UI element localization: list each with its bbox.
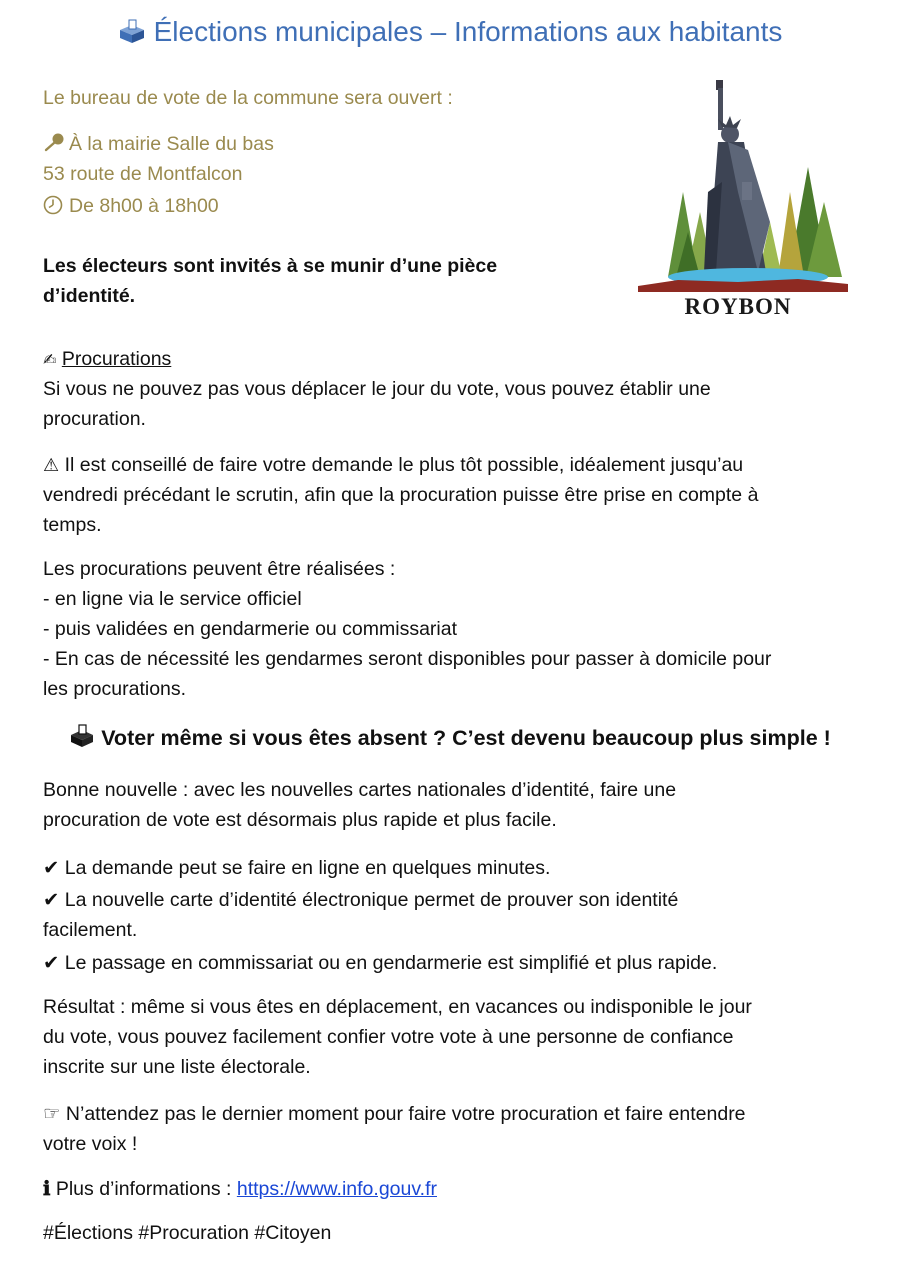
logo-text: ROYBON bbox=[684, 294, 792, 319]
procurations-p3-intro: Les procurations peuvent être réalisées : bbox=[43, 558, 396, 580]
location-place bbox=[43, 129, 274, 161]
hashtags: #Élections #Procuration #Citoyen bbox=[43, 1222, 332, 1244]
list-item: - En cas de nécessité les gendarmes seront disponibles pour passer à domicile pour bbox=[43, 648, 772, 670]
procurations-heading-text: Procurations bbox=[61, 348, 172, 370]
section2-heading-text: Voter même si vous êtes absent ? C’est devenu beaucoup plus simple ! bbox=[101, 726, 831, 750]
page-title bbox=[0, 16, 900, 51]
check-icon: ✔ bbox=[43, 952, 60, 974]
title-text: Élections municipales – Informations aux habitants bbox=[153, 16, 783, 47]
check-icon: ✔ bbox=[43, 857, 60, 879]
check-item-2-line2: facilement. bbox=[43, 919, 138, 941]
info-link[interactable]: https://www.info.gouv.fr bbox=[236, 1178, 437, 1200]
result-line2: du vote, vous pouvez facilement confier votre vote à une personne de confiance bbox=[43, 1026, 734, 1048]
check-item-3 bbox=[43, 948, 717, 978]
procurations-p1-line2: procuration. bbox=[43, 408, 146, 430]
procurations-heading bbox=[43, 344, 171, 375]
check-item-1-text: La demande peut se faire en ligne en quelques minutes. bbox=[64, 857, 551, 879]
procurations-p2-line2: vendredi précédant le scrutin, afin que la procuration puisse être prise en compte à bbox=[43, 484, 759, 506]
cta-line1 bbox=[43, 1099, 746, 1129]
check-item-3-text: Le passage en commissariat ou en gendarmerie est simplifié et plus rapide. bbox=[64, 952, 718, 974]
section2-p1-line2: procuration de vote est désormais plus rapide et plus facile. bbox=[43, 809, 557, 831]
section2-heading bbox=[0, 722, 900, 757]
ballot-box-icon bbox=[69, 724, 95, 757]
ballot-box-icon bbox=[118, 18, 146, 51]
location-place-text: À la mairie Salle du bas bbox=[69, 133, 274, 155]
warning-icon: ⚠ bbox=[43, 455, 60, 476]
id-notice-line1: Les électeurs sont invités à se munir d’une pièce bbox=[43, 255, 498, 277]
roybon-logo bbox=[638, 72, 848, 330]
procurations-p2-line3: temps. bbox=[43, 514, 102, 536]
intro-text: Le bureau de vote de la commune sera ouvert : bbox=[43, 87, 453, 109]
statue-of-liberty-illustration bbox=[638, 72, 848, 294]
more-info bbox=[43, 1174, 437, 1204]
location-hours-text: De 8h00 à 18h00 bbox=[69, 195, 219, 217]
section2-p1-line1: Bonne nouvelle : avec les nouvelles cartes nationales d’identité, faire une bbox=[43, 779, 677, 801]
writing-hand-icon: ✍ bbox=[43, 350, 57, 369]
list-item: - puis validées en gendarmerie ou commissariat bbox=[43, 618, 458, 640]
pin-icon bbox=[43, 131, 65, 161]
info-icon: ℹ bbox=[43, 1177, 51, 1200]
clock-icon bbox=[43, 194, 63, 224]
procurations-p2-line1 bbox=[43, 450, 743, 481]
more-info-label: Plus d’informations : bbox=[55, 1178, 232, 1200]
location-address: 53 route de Montfalcon bbox=[43, 163, 243, 185]
check-icon: ✔ bbox=[43, 889, 60, 911]
procurations-p1-line1: Si vous ne pouvez pas vous déplacer le jour du vote, vous pouvez établir une bbox=[43, 378, 711, 400]
id-notice-line2: d’identité. bbox=[43, 285, 136, 307]
check-item-2-text: La nouvelle carte d’identité électronique permet de prouver son identité bbox=[64, 889, 679, 911]
list-item: - en ligne via le service officiel bbox=[43, 588, 302, 610]
procurations-p3-last: les procurations. bbox=[43, 678, 187, 700]
procurations-p2-line1-text: Il est conseillé de faire votre demande le plus tôt possible, idéalement jusqu’au bbox=[64, 454, 744, 476]
check-item-1 bbox=[43, 853, 550, 883]
pointing-hand-icon: ☞ bbox=[43, 1102, 61, 1125]
result-line3: inscrite sur une liste électorale. bbox=[43, 1056, 311, 1078]
check-item-2 bbox=[43, 885, 678, 915]
result-line1: Résultat : même si vous êtes en déplacement, en vacances ou indisponible le jour bbox=[43, 996, 752, 1018]
cta-line2: votre voix ! bbox=[43, 1133, 138, 1155]
location-hours bbox=[43, 191, 219, 224]
cta-line1-text: N’attendez pas le dernier moment pour faire votre procuration et faire entendre bbox=[65, 1103, 746, 1125]
